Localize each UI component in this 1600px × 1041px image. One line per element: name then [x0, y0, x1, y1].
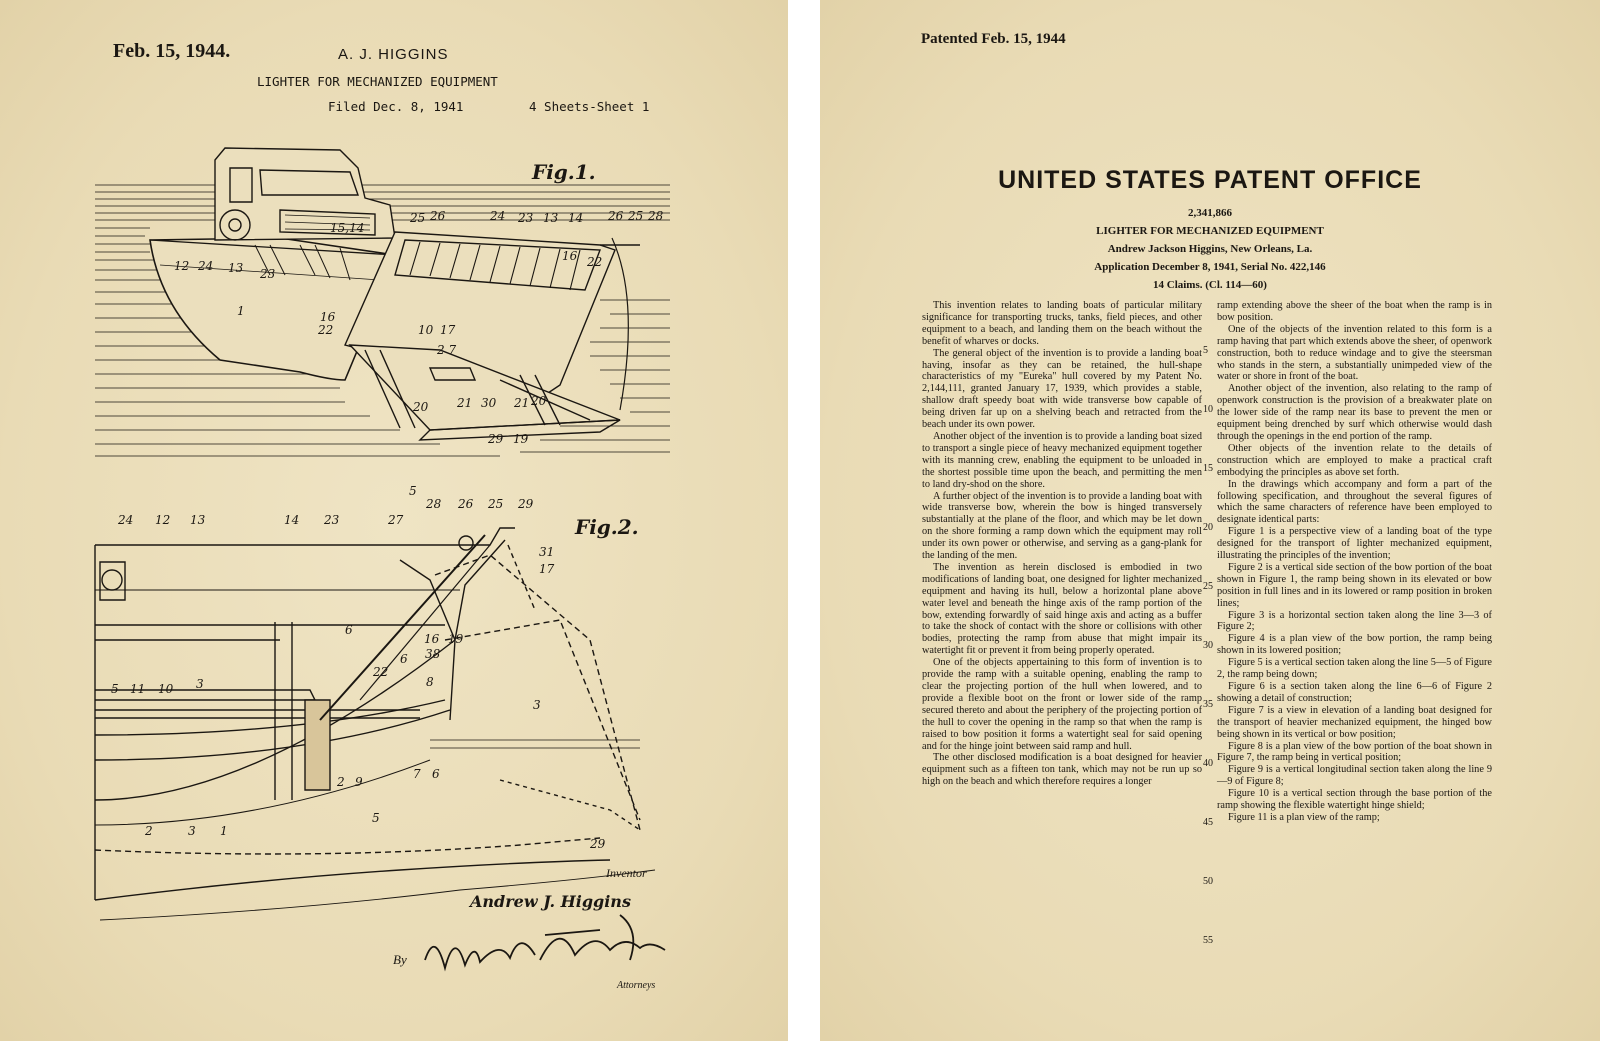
sheet-title: LIGHTER FOR MECHANIZED EQUIPMENT — [257, 74, 498, 89]
paragraph: In the drawings which accompany and form a part of the following specification, and throughout the several figures of which the same characters of reference have been employed to designate identical parts: — [1217, 478, 1492, 526]
sheet-inventor: A. J. HIGGINS — [338, 46, 449, 63]
svg-text:11: 11 — [130, 682, 146, 696]
svg-text:19: 19 — [513, 432, 529, 446]
svg-text:13: 13 — [190, 513, 206, 527]
svg-text:29: 29 — [518, 497, 534, 511]
line-number: 5 — [1203, 345, 1208, 356]
line-number: 40 — [1203, 758, 1213, 769]
paragraph: Figure 5 is a vertical section taken along the line 5—5 of Figure 2, the ramp being down; — [1217, 657, 1492, 681]
svg-text:12: 12 — [155, 513, 171, 527]
svg-text:5: 5 — [409, 484, 417, 498]
svg-text:8: 8 — [426, 675, 434, 689]
svg-text:30: 30 — [481, 396, 497, 410]
svg-text:24: 24 — [490, 209, 506, 223]
line-number: 45 — [1203, 817, 1213, 828]
paragraph: Figure 2 is a vertical side section of the bow portion of the boat shown in Figure 1, the ramp being shown in its elevated or bow position in full lines and in its lowered or ramp position in broken lines; — [1217, 561, 1492, 609]
paragraph: The invention as herein disclosed is embodied in two modifications of landing boat, one designed for lighter mechanized equipment and having its hull, below a horizontal plane above water level and beneath the hinge axis of the ramp portion of the bow, extending forwardly of said hinge axis and acting as a buffer to take the shock of contact with the shore or collisions with other bodies, protecting the ramp from abuse that might impair its watertight fit or prevent it from being properly operated. — [922, 561, 1202, 657]
svg-text:29: 29 — [590, 837, 606, 851]
svg-text:31: 31 — [539, 545, 555, 559]
line-number: 25 — [1203, 581, 1213, 592]
line-number: 50 — [1203, 876, 1213, 887]
paragraph: The general object of the invention is to provide a landing boat having, insofar as they can be retained, the hull-shape characteristics of my "Eureka" hull covered by my Patent No. 2,144,111, granted January 17, 1939, which provides a stable, shallow draft speedy boat with wide transverse bow capable of being driven far up on a shelving beach and retracted from the beach under its own power. — [922, 347, 1202, 431]
paragraph: Figure 1 is a perspective view of a landing boat of the type designed for the transport of lighter mechanized equipment, illustrating the principles of the invention; — [1217, 526, 1492, 562]
paragraph: Figure 10 is a vertical section through the base portion of the ramp showing the flexible watertight hinge shield; — [1217, 788, 1492, 812]
svg-text:29: 29 — [488, 432, 504, 446]
paragraph: This invention relates to landing boats of particular military significance for transporting trucks, tanks, field pieces, and other equipment to a beach, and landing them on the beach without the benefit of wharves or docks. — [922, 300, 1202, 347]
svg-text:3: 3 — [196, 677, 204, 691]
svg-text:14: 14 — [568, 211, 584, 225]
svg-text:1: 1 — [220, 824, 228, 838]
paragraph: Figure 9 is a vertical longitudinal section taken along the line 9—9 of Figure 8; — [1217, 764, 1492, 788]
svg-text:6: 6 — [400, 652, 408, 666]
svg-text:20: 20 — [531, 394, 547, 408]
inventor-line: Andrew Jackson Higgins, New Orleans, La. — [1107, 243, 1313, 255]
svg-text:10: 10 — [418, 323, 434, 337]
sheet-date: Feb. 15, 1944. — [113, 40, 231, 62]
svg-text:22: 22 — [373, 665, 389, 679]
svg-text:9: 9 — [355, 775, 363, 789]
svg-text:28: 28 — [426, 497, 442, 511]
svg-text:23: 23 — [260, 267, 276, 281]
patent-number: 2,341,866 — [1188, 207, 1232, 219]
paragraph: ramp extending above the sheer of the boat when the ramp is in bow position. — [1217, 300, 1492, 323]
sheet-filed-date: Filed Dec. 8, 1941 — [328, 99, 464, 114]
paragraph: Figure 3 is a horizontal section taken along the line 3—3 of Figure 2; — [1217, 609, 1492, 633]
svg-text:12: 12 — [174, 259, 190, 273]
svg-text:5: 5 — [372, 811, 380, 825]
svg-text:7: 7 — [413, 767, 421, 781]
svg-text:2: 2 — [145, 824, 153, 838]
paragraph: Figure 11 is a plan view of the ramp; — [1228, 811, 1380, 823]
by-label: By — [393, 952, 407, 967]
svg-text:28: 28 — [648, 209, 664, 223]
svg-text:16: 16 — [320, 310, 336, 324]
svg-text:25: 25 — [628, 209, 644, 223]
paragraph: Figure 4 is a plan view of the bow portion, the ramp being shown in its lowered position; — [1217, 633, 1492, 657]
svg-text:21: 21 — [457, 396, 473, 410]
svg-text:22: 22 — [318, 323, 334, 337]
fig2-reference-numerals — [111, 484, 606, 851]
svg-text:20: 20 — [413, 400, 429, 414]
svg-text:27: 27 — [388, 513, 404, 527]
fig2-label: Fig.2. — [575, 515, 639, 539]
svg-text:26: 26 — [608, 209, 624, 223]
svg-text:25: 25 — [410, 211, 426, 225]
svg-text:3: 3 — [533, 698, 541, 712]
inventor-label: Inventor — [606, 866, 647, 880]
paragraph: The other disclosed modification is a boat designed for heavier equipment such as a fifteen ton tank, which may not be run up so high on the beach and which therefore requires a longer — [922, 752, 1202, 788]
svg-text:6: 6 — [345, 623, 353, 637]
paragraph: Another object of the invention is to provide a landing boat sized to transport a single piece of heavy mechanized equipment together with its manning crew, enabling the equipment to be unloaded in the shortest possible time upon the beach, and permitting the men to land dry-shod on the shore. — [922, 430, 1202, 490]
svg-text:17: 17 — [539, 562, 555, 576]
svg-text:24: 24 — [118, 513, 134, 527]
svg-text:19: 19 — [448, 632, 464, 646]
paragraph: One of the objects appertaining to this form of invention is to provide the ramp with a suitable opening, enabling the ramp to clear the projecting portion of the hull when lowered, and to provide a flexible boot on the front or lower side of the ramp secured thereto and about the periphery of the projecting portion of the hull to cover the opening in the ramp so that when the ramp is raised to bow position it forms a watertight seal for said opening and for the hinge joint between said ramp and hull. — [922, 657, 1202, 752]
paragraph: Figure 8 is a plan view of the bow portion of the boat shown in Figure 7, the ramp being in vertical position; — [1217, 740, 1492, 764]
drawing-sheet — [0, 0, 788, 1041]
paragraph: Other objects of the invention relate to the details of construction which are employed to make a practical craft embodying the principles as above set forth. — [1217, 442, 1492, 478]
svg-text:38: 38 — [425, 647, 441, 661]
svg-text:26: 26 — [458, 497, 474, 511]
paragraph: One of the objects of the invention related to this form is a ramp having that part which extends above the sheer, of openwork construction, both to reduce windage and to give the steersman who stands in the stern, a substantially unimpeded view of the water or shore in front of the boat. — [1217, 323, 1492, 383]
line-number: 20 — [1203, 522, 1213, 533]
patent-drawing — [0, 0, 788, 1041]
attorneys-label: Attorneys — [617, 980, 656, 991]
specification-sheet — [820, 0, 1600, 1041]
svg-text:14: 14 — [284, 513, 300, 527]
application-line: Application December 8, 1941, Serial No. 422,146 — [1094, 261, 1326, 273]
svg-text:17: 17 — [440, 323, 456, 337]
svg-text:10: 10 — [158, 682, 174, 696]
fig1-label: Fig.1. — [532, 160, 596, 184]
svg-text:2: 2 — [337, 775, 345, 789]
svg-text:6: 6 — [432, 767, 440, 781]
svg-text:16: 16 — [562, 249, 578, 263]
svg-text:26: 26 — [430, 209, 446, 223]
line-number: 55 — [1203, 935, 1213, 946]
svg-text:16: 16 — [424, 632, 440, 646]
svg-text:23: 23 — [518, 211, 534, 225]
spec-column-right — [1217, 300, 1492, 824]
svg-text:5: 5 — [111, 682, 119, 696]
svg-text:2 7: 2 7 — [437, 343, 457, 357]
office-heading: UNITED STATES PATENT OFFICE — [998, 166, 1422, 194]
paragraph: Another object of the invention, also relating to the ramp of openwork construction is the provision of a breakwater plate on the lower side of the ramp near its base to prevent the men or equipment being drenched by surf which otherwise would dash through the openings in the end portion of the ramp. — [1217, 383, 1492, 442]
truck-illustration — [215, 148, 395, 240]
svg-text:22: 22 — [587, 255, 603, 269]
svg-text:24: 24 — [198, 259, 214, 273]
inventor-signature: Andrew J. Higgins — [470, 892, 631, 911]
line-number: 30 — [1203, 640, 1213, 651]
line-number: 10 — [1203, 404, 1213, 415]
svg-text:3: 3 — [188, 824, 196, 838]
fig2-section — [95, 528, 655, 920]
paragraph: Figure 6 is a section taken along the line 6—6 of Figure 2 showing a detail of construction; — [1217, 681, 1492, 704]
svg-text:25: 25 — [488, 497, 504, 511]
paragraph: A further object of the invention is to provide a landing boat with wide transverse bow, wherein the bow is hinged transversely substantially at the plane of the floor, and which may be let down on the shore forming a ramp down which the equipment may roll under its own power or otherwise, and serving as a gang-plank for the landing of the men. — [922, 490, 1202, 562]
svg-text:13: 13 — [228, 261, 244, 275]
svg-text:23: 23 — [324, 513, 340, 527]
svg-text:1: 1 — [237, 304, 245, 318]
line-number: 35 — [1203, 699, 1213, 710]
svg-text:13: 13 — [543, 211, 559, 225]
line-number: 15 — [1203, 463, 1213, 474]
claims-line: 14 Claims. (Cl. 114—60) — [1153, 279, 1267, 291]
attorney-signature-strokes — [425, 915, 665, 968]
sheet-count: 4 Sheets-Sheet 1 — [529, 99, 650, 114]
patent-title: LIGHTER FOR MECHANIZED EQUIPMENT — [1096, 225, 1324, 237]
spec-column-left — [922, 300, 1202, 788]
patented-date: Patented Feb. 15, 1944 — [921, 31, 1066, 47]
paragraph: Figure 7 is a view in elevation of a landing boat designed for the transport of heavier mechanized equipment, the hinged bow being shown in its vertical or bow position; — [1217, 704, 1492, 740]
svg-text:21: 21 — [514, 396, 530, 410]
svg-text:15,14: 15,14 — [330, 221, 365, 235]
